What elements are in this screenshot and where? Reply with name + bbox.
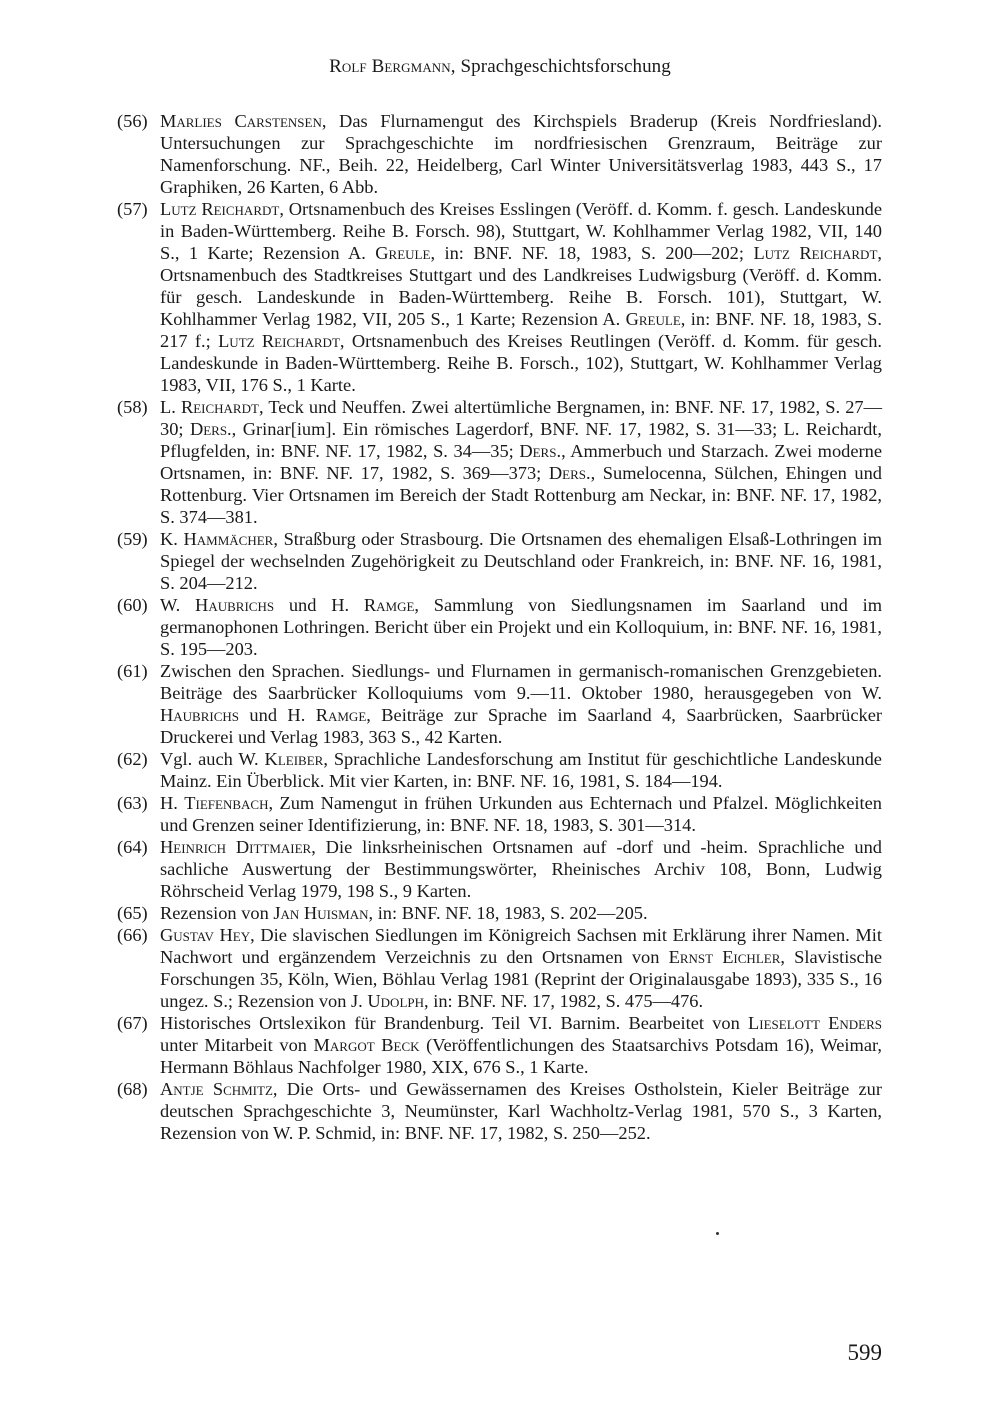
entry-text-segment: , in: BNF. NF. 18, 1983, S. 202—205. <box>368 903 648 923</box>
entry-text <box>160 925 882 1011</box>
entry-text-segment: , Die linksrheinischen Ortsnamen auf -dorf und -heim. Sprachliche und sachliche Auswertung der Bestimmungswörter, Rheinisches Archiv 108, Bonn, Ludwig Röhrscheid Verlag 1979, 198 S., 9 Karten. <box>160 837 882 901</box>
author-name: Reichardt <box>180 397 259 417</box>
entry-text <box>160 529 882 593</box>
author-name: Greule <box>375 243 431 263</box>
entry-text <box>160 111 882 197</box>
bibliography-entry <box>117 836 882 902</box>
entry-text-segment: , Grinar[ium]. Ein römisches Lagerdorf, BNF. NF. 17, 1982, S. 31—33; L. Reichardt, Pflugfelden, in: BNF. NF. 17, 1982, S. 34—35; <box>160 419 882 461</box>
entry-text-segment: , Teck und Neuffen. Zwei altertümliche Bergnamen, in: BNF. NF. 17, 1982, S. 27—30; <box>160 397 882 439</box>
entry-text-segment: Zwischen den Sprachen. Siedlungs- und Flurnamen in germanisch-romanischen Grenzgebieten. Beiträge des Saarbrücker Kolloquiums vom 9.—11. Oktober 1980, herausgegeben von W. <box>160 661 882 703</box>
bibliography-entry <box>117 110 882 198</box>
entry-text-segment: , Ortsnamenbuch des Stadtkreises Stuttgart und des Landkreises Ludwigsburg (Veröff. d. Komm. für gesch. Landeskunde in Baden-Württemberg. Reihe B. Forsch. 101), Stuttgart, W. Kohlhammer Verlag 1982, VII, 205 S., 1 Karte; Rezension A. <box>160 243 882 329</box>
bibliography-entry <box>117 594 882 660</box>
author-name: Ders. <box>548 463 591 483</box>
entry-text-segment: , Beiträge zur Sprache im Saarland 4, Saarbrücken, Saarbrücker Druckerei und Verlag 1983, 363 S., 42 Karten. <box>160 705 882 747</box>
author-name: Ders. <box>519 441 562 461</box>
entry-text-segment: , Slavistische Forschungen 35, Köln, Wien, Böhlau Verlag 1981 (Reprint der Originalausgabe 1893), 335 S., 16 ungez. S.; Rezension von J. <box>160 947 882 1011</box>
entry-number: (64) <box>117 837 148 857</box>
entry-text-segment: , in: BNF. NF. 17, 1982, S. 475—476. <box>424 991 704 1011</box>
entry-text <box>160 1079 882 1143</box>
bibliography-entry <box>117 902 882 924</box>
entry-text <box>160 1013 882 1077</box>
author-name: Ders. <box>189 419 232 439</box>
entry-text <box>160 199 882 395</box>
author-name: Ramge <box>315 705 367 725</box>
author-name: Margot Beck <box>313 1035 420 1055</box>
bibliography-entry <box>117 1078 882 1144</box>
entry-text-segment: , Ortsnamenbuch des Kreises Esslingen (Veröff. d. Komm. f. gesch. Landeskunde in Baden-Württemberg. Reihe B. Forsch. 98), Stuttgart, W. Kohlhammer Verlag 1982, VII, 140 S., 1 Karte; Rezension A. <box>160 199 882 263</box>
author-name: Jan Huisman <box>273 903 369 923</box>
entry-text-segment: , Die slavischen Siedlungen im Königreich Sachsen mit Erklärung ihrer Namen. Mit Nachwort und ergänzendem Verzeichnis zu den Ortsnamen von <box>160 925 882 967</box>
entry-text-segment: , Die Orts- und Gewässernamen des Kreises Ostholstein, Kieler Beiträge zur deutschen Sprachgeschichte 3, Neumünster, Karl Wachholtz-Verlag 1981, 570 S., 3 Karten, Rezension von W. P. Schmid, in: BNF. NF. 17, 1982, S. 250—252. <box>160 1079 883 1143</box>
entry-text <box>160 793 882 835</box>
entry-text-segment: (Veröffentlichungen des Staatsarchivs Potsdam 16), Weimar, Hermann Böhlaus Nachfolger 1980, XIX, 676 S., 1 Karte. <box>160 1035 882 1077</box>
bibliography-entry <box>117 528 882 594</box>
entry-text-segment: Vgl. auch W. <box>160 749 265 769</box>
entry-text-segment: L. <box>160 397 181 417</box>
author-name: Hammächer <box>183 529 274 549</box>
author-name: Lutz Reichardt <box>218 331 340 351</box>
entry-text-segment: K. <box>160 529 184 549</box>
entry-number: (65) <box>117 903 148 923</box>
entry-number: (68) <box>117 1079 148 1099</box>
entry-text-segment: , Ammerbuch und Starzach. Zwei moderne Ortsnamen, in: BNF. NF. 17, 1982, S. 369—373; <box>160 441 882 483</box>
author-name: Gustav Hey <box>160 925 251 945</box>
entry-text <box>160 397 882 527</box>
entry-text-segment: , Ortsnamenbuch des Kreises Reutlingen (Veröff. d. Komm. für gesch. Landeskunde in Baden-Württemberg. Reihe B. Forsch., 102), Stuttgart, W. Kohlhammer Verlag 1983, VII, 176 S., 1 Karte. <box>160 331 882 395</box>
running-head-separator: , <box>450 56 461 77</box>
entry-text-segment: , Sprachliche Landesforschung am Institut für geschichtliche Landeskunde Mainz. Ein Überblick. Mit vier Karten, in: BNF. NF. 16, 1981, S. 184—194. <box>160 749 882 791</box>
author-name: Ernst Eichler <box>668 947 781 967</box>
author-name: Greule <box>625 309 681 329</box>
author-name: Haubrichs <box>160 705 240 725</box>
author-name: Heinrich Dittmaier <box>160 837 312 857</box>
entry-text <box>160 749 882 791</box>
entry-number: (63) <box>117 793 148 813</box>
entry-text-segment: H. <box>160 793 185 813</box>
page-number: 599 <box>847 1340 882 1365</box>
author-name: Kleiber <box>264 749 324 769</box>
entry-text-segment: , Straßburg oder Strasbourg. Die Ortsnamen des ehemaligen Elsaß-Lothringen im Spiegel der wechselnden Zugehörigkeit zu Deutschland oder Frankreich, in: BNF. NF. 16, 1981, S. 204—212. <box>160 529 882 593</box>
entry-text-segment: , in: BNF. NF. 18, 1983, S. 217 f.; <box>160 309 882 351</box>
entry-number: (57) <box>117 199 148 219</box>
entry-text <box>160 903 648 923</box>
entry-text-segment: Historisches Ortslexikon für Brandenburg. Teil VI. Barnim. Bearbeitet von <box>160 1013 749 1033</box>
author-name: Haubrichs <box>195 595 275 615</box>
bibliography-entry <box>117 748 882 792</box>
entry-text-segment: , Zum Namengut in frühen Urkunden aus Echternach und Pfalzel. Möglichkeiten und Grenzen seiner Identifizierung, in: BNF. NF. 18, 1983, S. 301—314. <box>160 793 882 835</box>
entry-text <box>160 595 882 659</box>
entry-number: (67) <box>117 1013 148 1033</box>
entry-number: (59) <box>117 529 148 549</box>
bibliography-list <box>117 110 882 1144</box>
bibliography-entry <box>117 198 882 396</box>
entry-text-segment: und H. <box>274 595 364 615</box>
bibliography-entry <box>117 1012 882 1078</box>
entry-text <box>160 661 882 747</box>
bibliography-entry <box>117 660 882 748</box>
entry-number: (56) <box>117 111 148 131</box>
running-head-title: Sprachgeschichtsforschung <box>460 56 671 77</box>
author-name: Marlies Carstensen <box>160 111 322 131</box>
entry-number: (61) <box>117 661 148 681</box>
bibliography-entry <box>117 924 882 1012</box>
entry-number: (60) <box>117 595 148 615</box>
entry-number: (62) <box>117 749 148 769</box>
entry-text-segment: , Das Flurnamengut des Kirchspiels Braderup (Kreis Nordfriesland). Untersuchungen zur Sprachgeschichte im nordfriesischen Grenzraum, Beiträge zur Namenforschung. NF., Beih. 22, Heidelberg, Carl Winter Universitätsverlag 1983, 443 S., 17 Graphiken, 26 Karten, 6 Abb. <box>160 111 882 197</box>
entry-text-segment: Rezension von <box>160 903 274 923</box>
entry-text-segment: W. <box>160 595 196 615</box>
author-name: Lieselott Enders <box>748 1013 883 1033</box>
entry-text-segment: unter Mitarbeit von <box>160 1035 314 1055</box>
entry-text-segment: , in: BNF. NF. 18, 1983, S. 200—202; <box>430 243 754 263</box>
bibliography-entry <box>117 396 882 528</box>
running-head <box>0 56 1000 78</box>
author-name: Tiefenbach <box>184 793 269 813</box>
entry-text-segment: , Sammlung von Siedlungsnamen im Saarland und im germanophonen Lothringen. Bericht über ein Projekt und ein Kolloquium, in: BNF. NF. 16, 1981, S. 195—203. <box>160 595 882 659</box>
author-name: Ramge <box>363 595 415 615</box>
entry-text-segment: und H. <box>239 705 316 725</box>
entry-text <box>160 837 882 901</box>
bibliography-entry <box>117 792 882 836</box>
author-name: Antje Schmitz <box>160 1079 273 1099</box>
author-name: Udolph <box>367 991 425 1011</box>
entry-number: (66) <box>117 925 148 945</box>
author-name: Lutz Reichardt <box>160 199 280 219</box>
stray-ink-dot <box>716 1232 719 1235</box>
running-head-author: Rolf Bergmann <box>329 56 451 77</box>
entry-text-segment: , Sumelocenna, Sülchen, Ehingen und Rottenburg. Vier Ortsnamen im Bereich der Stadt Rottenburg am Neckar, in: BNF. NF. 17, 1982, S. 374—381. <box>160 463 882 527</box>
entry-number: (58) <box>117 397 148 417</box>
author-name: Lutz Reichardt <box>753 243 878 263</box>
